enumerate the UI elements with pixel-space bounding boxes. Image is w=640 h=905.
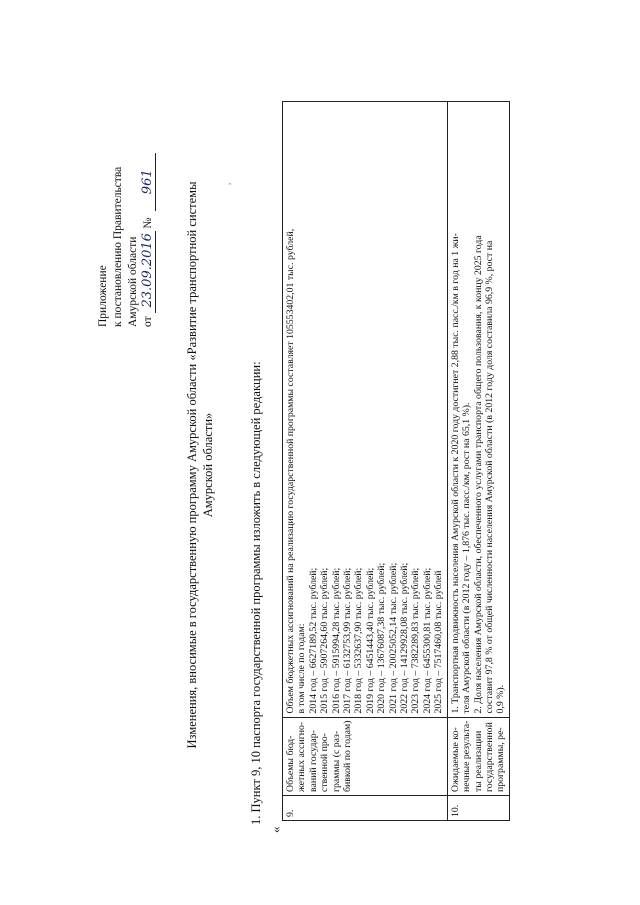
content-line: 2021 год – 20025052,14 тыс. рублей;	[387, 562, 399, 714]
label-line: ты реализации	[472, 730, 484, 792]
label-line: Ожидаемые ко-	[449, 727, 461, 792]
appendix-line-region: Амурской области	[127, 236, 139, 327]
stray-mark: ,	[222, 182, 232, 185]
label-line: жетных ассигно-	[296, 721, 308, 792]
table-row-10	[447, 102, 509, 821]
document-title	[184, 115, 216, 815]
label-line: государственной	[483, 722, 495, 792]
content-line: 2018 год – 5332637,90 тыс. рублей;	[353, 567, 365, 714]
table-row-9	[283, 102, 448, 821]
label-line: Объемы бюд-	[285, 735, 296, 792]
title-line-2: Амурской области»	[201, 412, 215, 518]
label-line: граммы (с раз-	[330, 730, 342, 792]
appendix-line-government: к постановлению Правительства	[112, 166, 124, 327]
passport-table	[282, 101, 510, 821]
content-line: 0,9 %).	[495, 684, 507, 714]
content-line: 2023 год – 7382289,83 тыс. рублей;	[410, 567, 422, 714]
row-content	[447, 102, 509, 718]
label-line: нечные результа-	[461, 720, 473, 792]
appendix-block	[96, 67, 156, 327]
from-label: от	[142, 316, 154, 327]
row-number: 9.	[283, 796, 448, 821]
content-line: 2019 год – 6451443,40 тыс. рублей;	[364, 567, 376, 714]
content-line: 2. Доля населения Амурской области, обеспеченного услугами транспорта общего пользования, к концу 2025 года	[472, 235, 484, 714]
handwritten-number: 961	[141, 153, 156, 211]
content-line: составит 97,8 % от общей численности населения Амурской области (в 2012 году доля составила 96,9 %, рост на	[483, 240, 495, 714]
content-line: теля Амурской области (в 2012 году – 1,876 тыс. пасс./км, рост на 65,1 %).	[461, 402, 473, 714]
appendix-date-line	[141, 67, 156, 327]
content-line: Объем бюджетных ассигнований на реализацию государственной программы составляет 105553402,01 тыс. рублей,	[285, 228, 296, 714]
row-label	[283, 717, 448, 795]
point-1-text: 1. Пункт 9, 10 паспорта государственной программы изложить в следующей редакции:	[249, 361, 263, 825]
label-line: ственной про-	[319, 733, 331, 792]
content-line: 1. Транспортная подвижность населения Амурской области к 2020 году достигнет 2,88 тыс. пасс./км в год на 1 жи-	[449, 233, 461, 714]
content-line: в том числе по годам:	[296, 623, 308, 714]
appendix-title: Приложение	[97, 265, 109, 327]
label-line: бивкой по годам)	[342, 720, 354, 792]
content-line: 2014 год – 6627189,52 тыс. рублей;	[307, 567, 319, 714]
handwritten-date: 23.09.2016	[141, 232, 156, 314]
content-line: 2015 год – 5907264,60 тыс. рублей;	[319, 567, 331, 714]
content-line: 2025 год – 7517460,08 тыс. рублей	[433, 570, 445, 714]
content-line: 2022 год – 14129928,08 тыс. рублей;	[399, 562, 411, 714]
content-line: 2020 год – 13676087,38 тыс. рублей;	[376, 562, 388, 714]
label-line: ваний государ-	[307, 730, 319, 792]
row-content	[283, 102, 448, 718]
content-line: 2016 год – 5915994,28 тыс. рублей;	[330, 567, 342, 714]
opening-quote: «	[268, 826, 283, 833]
title-line-1: Изменения, вносимые в государственную программу Амурской области «Развитие транспортной системы	[185, 181, 199, 749]
label-line: программы, ре-	[495, 727, 507, 792]
content-line: 2024 год – 6455300,81 тыс. рублей;	[421, 567, 433, 714]
row-label	[447, 717, 509, 795]
row-number: 10.	[447, 796, 509, 821]
content-line: 2017 год – 6132753,99 тыс. рублей;	[342, 567, 354, 714]
number-label: №	[142, 217, 154, 229]
